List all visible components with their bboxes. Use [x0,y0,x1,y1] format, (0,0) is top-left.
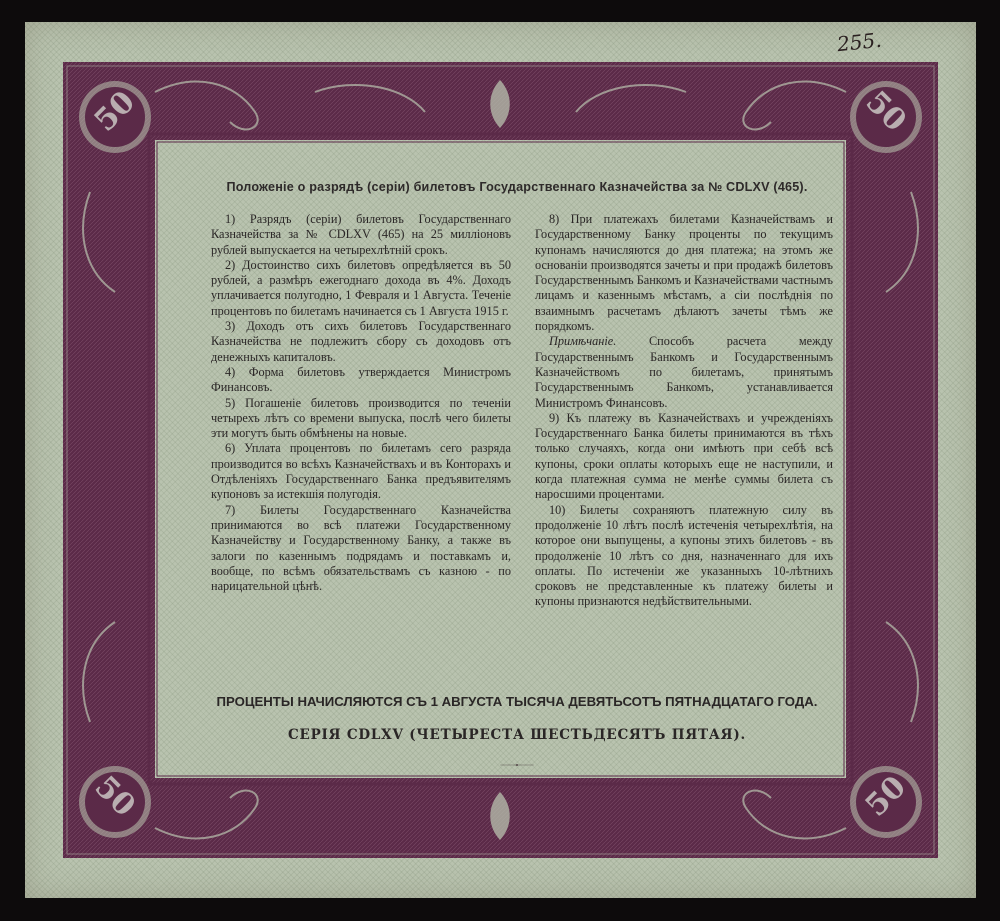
clause-8: 8) При платежахъ билетами Казначействамъ и Государственному Банку проценты по текущимъ купонамъ начисляются до дня платежа; на этомъ же основанiи производятся зачеты и при продажѣ билетовъ Государственнымъ Банкомъ и Казначействами частнымъ лицамъ и казеннымъ мѣстамъ, а сiи послѣднiя по взаимнымъ расчетамъ дѣлаютъ зачеты тѣмъ же порядкомъ. [535,212,833,334]
corner-denomination-top-right: 50 [858,84,914,139]
series-line: СЕРIЯ CDLXV (ЧЕТЫРЕСТА ШЕСТЬДЕСЯТЪ ПЯТАЯ). [287,727,747,743]
clause-10: 10) Билеты сохраняютъ платежную силу въ продолженiе 10 лѣтъ послѣ истеченiя четырехлѣтiя, на которое они выпущены, а купоны этихъ билетовъ - въ продолженiе 10 лѣтъ со дня, назначеннаго для ихъ оплаты. По истеченiи же указанныхъ 10-лѣтнихъ сроковъ не представленные къ платежу билеты и купоны признаются недѣйствительными. [535,502,833,609]
corner-denomination-bottom-left: 50 [87,769,143,824]
left-column [211,212,511,594]
handwritten-note: 255. [835,27,883,57]
clause-6: 6) Уплата процентовъ по билетамъ сего разряда производится во всѣхъ Казначействахъ и въ Конторахъ и Отдѣленiяхъ Государственнаго Банка предъявителямъ купоновъ за истекшiя полугодiя. [211,441,511,502]
clause-2: 2) Достоинство сихъ билетовъ опредѣляется въ 50 рублей, а размѣръ ежегоднаго дохода въ 4%. Доходъ уплачивается полугодно, 1 Февраля и 1 Августа. Теченiе процентовъ по билетамъ начинается съ 1 Августа 1915 г. [211,257,511,318]
decorative-rule [467,764,567,766]
regulation-text-area [183,150,851,798]
clause-3: 3) Доходъ отъ сихъ билетовъ Государственнаго Казначейства не подлежитъ сбору съ доходовъ отъ денежныхъ капиталовъ. [211,319,511,364]
clause-9: 9) Къ платежу въ Казначействахъ и учрежденiяхъ Государственнаго Банка билеты принимаются въ тѣхъ только случаяхъ, когда они имѣютъ при себѣ всѣ купоны, сроки оплаты которыхъ еще не наступили, и когда платежная сумма не менѣе суммы билета съ наросшими процентами. [535,410,833,502]
right-column [535,212,833,610]
regulation-title: Положенiе о разрядѣ (серiи) билетовъ Государственнаго Казначейства за № CDLXV (465). [226,180,808,194]
clause-7: 7) Билеты Государственнаго Казначейства принимаются во всѣ платежи Государственному Казначейству и Государственному Банку, а также въ залоги по казеннымъ подрядамъ и поставкамъ и, вообще, по всѣмъ обязательствамъ съ казною - по нарицательной цѣнѣ. [211,502,511,594]
interest-accrual-line: ПРОЦЕНТЫ НАЧИСЛЯЮТСЯ СЪ 1 АВГУСТА ТЫСЯЧА ДЕВЯТЬСОТЪ ПЯТНАДЦАТАГО ГОДА. [216,694,818,709]
note-label: Примѣчанiе. [549,334,617,349]
clause-5: 5) Погашенiе билетовъ производится по теченiи четырехъ лѣтъ со времени выпуска, послѣ чего билеты эти могутъ быть обмѣнены на новые. [211,395,511,441]
clause-1: 1) Разрядъ (серiи) билетовъ Государственнаго Казначейства за № CDLXV (465) на 25 миллiоновъ рублей выпускается на четырехлѣтнiй срокъ. [211,212,511,257]
note-paragraph [535,334,833,410]
clause-4: 4) Форма билетовъ утверждается Министромъ Финансовъ. [211,364,511,395]
corner-denomination-bottom-right: 50 [858,769,914,824]
banknote-paper [25,22,976,898]
corner-denomination-top-left: 50 [87,84,143,139]
note-text: Способъ расчета между Государственнымъ Банкомъ и Государственнымъ Казначействомъ по билетамъ, принятымъ Государственнымъ Банкомъ, устанавливается Министромъ Финансовъ. [535,334,833,410]
